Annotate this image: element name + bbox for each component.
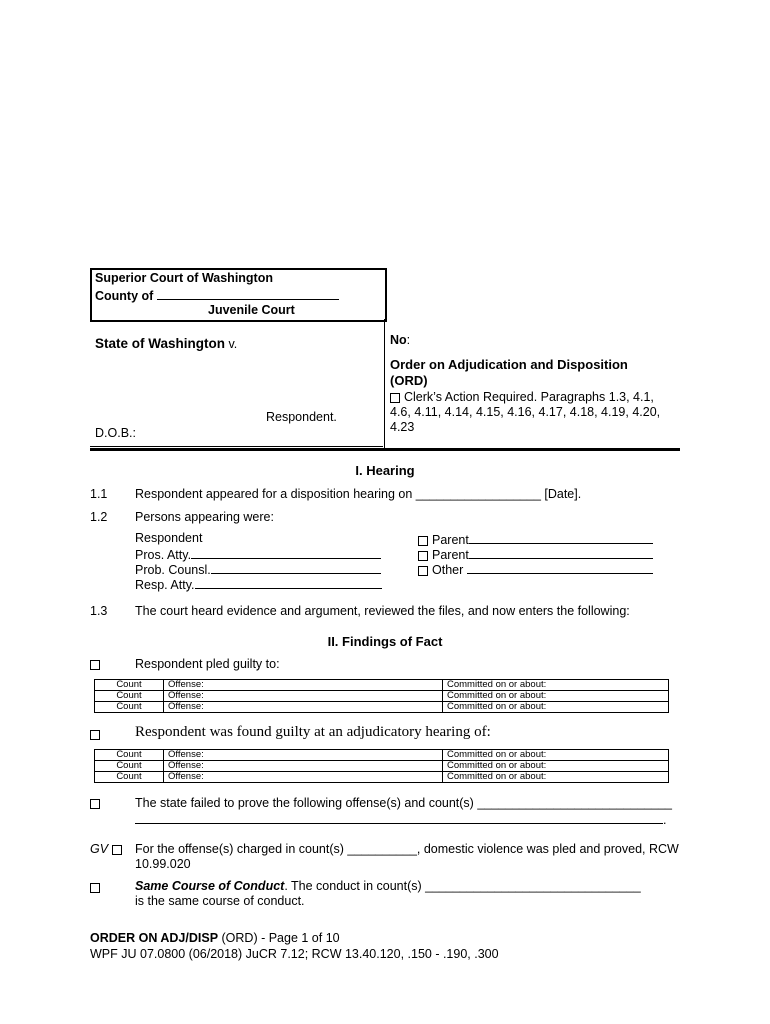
same-course-checkbox[interactable] (90, 883, 100, 893)
pled-guilty-checkbox-wrap (90, 657, 104, 671)
found-guilty-label: Respondent was found guilty at an adjudicatory hearing of: (135, 724, 491, 740)
case-number[interactable]: No: (390, 333, 411, 347)
found-guilty-checkbox[interactable] (90, 730, 100, 740)
clerk-action-checkbox[interactable] (390, 393, 400, 403)
committed-cell[interactable]: Committed on or about: (443, 691, 669, 702)
offense-cell[interactable]: Offense: (164, 750, 443, 761)
offense-cell[interactable]: Offense: (164, 772, 443, 783)
offense-cell[interactable]: Offense: (164, 691, 443, 702)
found-guilty-table (94, 749, 669, 783)
committed-cell[interactable]: Committed on or about: (443, 750, 669, 761)
footer-title: ORDER ON ADJ/DISP (ORD) - Page 1 of 10 (90, 931, 340, 945)
para-persons: Persons appearing were: (135, 510, 274, 524)
footer-citation: WPF JU 07.0800 (06/2018) JuCR 7.12; RCW 13.40.120, .150 - .190, .300 (90, 947, 499, 961)
table-row (95, 702, 669, 713)
pled-guilty-checkbox[interactable] (90, 660, 100, 670)
state-failed-label: The state failed to prove the following offense(s) and count(s) ____________________________ (135, 796, 672, 810)
parent-2-checkbox[interactable] (418, 551, 428, 561)
gv-line1: For the offense(s) charged in count(s) __________, domestic violence was pled and proved, RCW (135, 842, 679, 856)
offense-cell[interactable]: Offense: (164, 702, 443, 713)
party-parent-1: Parent (418, 531, 653, 547)
caption-bottom-line (90, 446, 383, 447)
party-line: State of Washington v. (95, 336, 238, 351)
committed-cell[interactable]: Committed on or about: (443, 772, 669, 783)
parent-1-field[interactable] (469, 531, 653, 544)
juvenile-court: Juvenile Court (208, 303, 295, 317)
clerk-action: Clerk’s Action Required. Paragraphs 1.3, 4.1, (390, 390, 654, 404)
count-cell[interactable]: Count (95, 680, 164, 691)
order-abbr: (ORD) (390, 373, 428, 388)
prob-counsl-field[interactable] (211, 561, 381, 574)
para-court-heard: The court heard evidence and argument, reviewed the files, and now enters the following: (135, 604, 630, 618)
county-field[interactable] (157, 287, 339, 300)
party-pros-atty: Pros. Atty. (135, 546, 381, 562)
para-num: 1.1 (90, 487, 108, 501)
pled-guilty-table (94, 679, 669, 713)
state-failed-checkbox[interactable] (90, 799, 100, 809)
gv-label: GV (90, 842, 126, 856)
same-course-checkbox-wrap (90, 880, 104, 894)
committed-cell[interactable]: Committed on or about: (443, 702, 669, 713)
parent-1-checkbox[interactable] (418, 536, 428, 546)
para-num: 1.3 (90, 604, 108, 618)
respondent-label: Respondent. (266, 410, 337, 424)
party-resp-atty: Resp. Atty. (135, 576, 382, 592)
count-cell[interactable]: Count (95, 702, 164, 713)
resp-atty-field[interactable] (195, 576, 382, 589)
party-prob-counsl: Prob. Counsl. (135, 561, 381, 577)
table-row (95, 680, 669, 691)
caption-divider (384, 319, 385, 449)
committed-cell[interactable]: Committed on or about: (443, 680, 669, 691)
offense-cell[interactable]: Offense: (164, 680, 443, 691)
court-name: Superior Court of Washington (95, 271, 273, 285)
count-cell[interactable]: Count (95, 772, 164, 783)
clerk-action-line3: 4.23 (390, 420, 415, 434)
count-cell[interactable]: Count (95, 691, 164, 702)
state-failed-line2: . (135, 811, 666, 827)
caption-rule (90, 448, 680, 451)
committed-cell[interactable]: Committed on or about: (443, 761, 669, 772)
gv-line2: 10.99.020 (135, 857, 191, 871)
count-cell[interactable]: Count (95, 761, 164, 772)
para-hearing-date: Respondent appeared for a disposition hearing on __________________ [Date]. (135, 487, 582, 501)
table-row (95, 772, 669, 783)
party-other: Other (418, 561, 653, 577)
state-failed-checkbox-wrap (90, 796, 104, 810)
clerk-action-line2: 4.6, 4.11, 4.14, 4.15, 4.16, 4.17, 4.18, 4.19, 4.20, (390, 405, 661, 419)
same-course-label: Same Course of Conduct. The conduct in count(s) _______________________________ (135, 879, 641, 893)
found-guilty-checkbox-wrap (90, 727, 104, 741)
order-title: Order on Adjudication and Disposition (390, 357, 628, 372)
county-line: County of (95, 287, 339, 303)
section-findings-heading: II. Findings of Fact (327, 634, 443, 649)
dob-label: D.O.B.: (95, 426, 136, 440)
parent-2-field[interactable] (469, 546, 653, 559)
offense-cell[interactable]: Offense: (164, 761, 443, 772)
section-hearing-heading: I. Hearing (355, 463, 415, 478)
para-num: 1.2 (90, 510, 108, 524)
pled-guilty-label: Respondent pled guilty to: (135, 657, 280, 671)
gv-checkbox[interactable] (112, 845, 122, 855)
party-respondent: Respondent (135, 531, 203, 545)
same-course-line2: is the same course of conduct. (135, 894, 305, 908)
table-row (95, 691, 669, 702)
count-cell[interactable]: Count (95, 750, 164, 761)
table-row (95, 761, 669, 772)
table-row (95, 750, 669, 761)
other-checkbox[interactable] (418, 566, 428, 576)
pros-atty-field[interactable] (191, 546, 381, 559)
party-parent-2: Parent (418, 546, 653, 562)
state-failed-field[interactable] (135, 811, 663, 824)
other-field[interactable] (467, 561, 653, 574)
